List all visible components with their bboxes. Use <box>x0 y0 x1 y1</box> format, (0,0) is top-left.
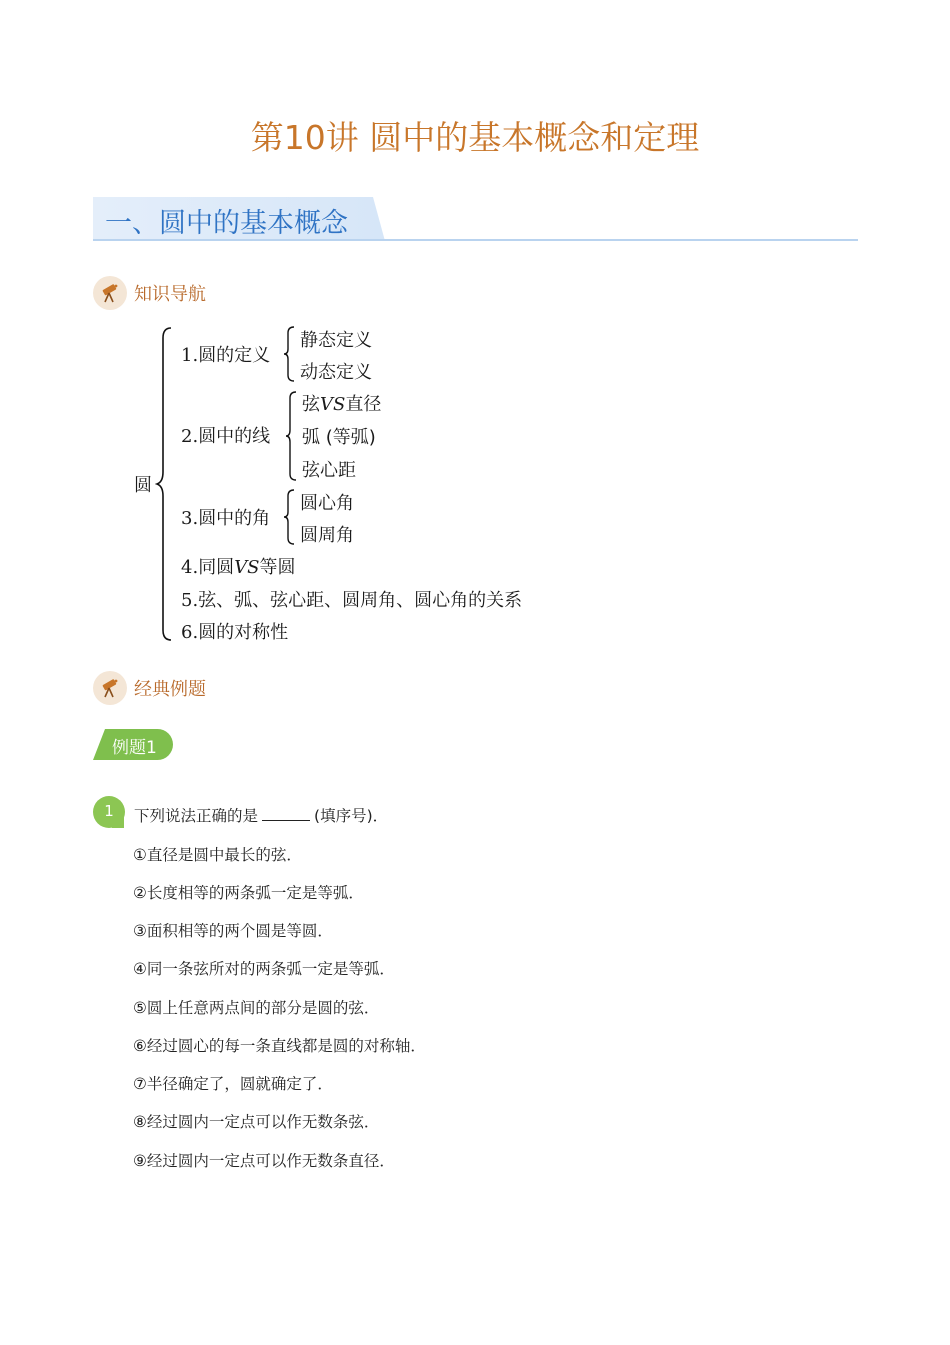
item-number: 6. <box>181 622 199 643</box>
tree-leaf: 圆周角 <box>300 525 354 546</box>
question-number: 1 <box>104 802 114 820</box>
example-tab <box>93 729 173 760</box>
tree-item-1 <box>181 341 270 367</box>
examples-heading-label: 经典例题 <box>134 679 206 700</box>
tree-root: 圆 <box>134 475 152 496</box>
section-title: 一、圆中的基本概念 <box>105 208 348 239</box>
tree-leaf: 弦心距 <box>302 460 356 481</box>
leaf-text: 直径 <box>345 394 382 415</box>
tree-leaf: 动态定义 <box>300 362 372 383</box>
tree-item-3 <box>181 504 270 530</box>
option-item: ①直径是圆中最长的弦． <box>133 846 302 864</box>
option-item: ⑥经过圆心的每一条直线都是圆的对称轴． <box>133 1037 426 1055</box>
telescope-icon <box>93 276 127 310</box>
tree-item-2 <box>181 422 270 448</box>
item-2-brace <box>284 390 298 482</box>
stem-text: 下列说法正确的是 <box>134 807 259 825</box>
item-label: 圆中的线 <box>198 426 271 447</box>
option-item: ④同一条弦所对的两条弧一定是等弧． <box>133 960 395 978</box>
option-item: ⑦半径确定了，圆就确定了． <box>133 1075 333 1093</box>
tree-leaf <box>302 390 381 416</box>
item-label: 圆中的角 <box>198 508 271 529</box>
question-number-badge <box>93 796 125 828</box>
item-label: 同圆 <box>198 557 235 578</box>
option-item: ②长度相等的两条弧一定是等弧． <box>133 884 364 902</box>
tab-notch <box>93 729 105 760</box>
vs-math: VS <box>234 557 260 578</box>
section-header <box>93 197 858 243</box>
item-label: 等圆 <box>259 557 296 578</box>
stem-text: (填序号)． <box>314 807 389 825</box>
item-1-brace <box>282 325 296 383</box>
telescope-icon <box>93 671 127 705</box>
option-item: ⑨经过圆内一定点可以作无数条直径． <box>133 1152 395 1170</box>
item-label: 圆的定义 <box>198 345 271 366</box>
item-number: 3. <box>181 508 199 529</box>
root-brace <box>155 326 175 642</box>
tree-leaf: 静态定义 <box>300 330 372 351</box>
option-item: ③面积相等的两个圆是等圆． <box>133 922 333 940</box>
vs-math: VS <box>320 394 346 415</box>
item-number: 4. <box>181 557 199 578</box>
item-3-brace <box>282 488 296 546</box>
item-number: 5. <box>181 590 199 611</box>
tree-item-6 <box>181 618 288 644</box>
option-item: ⑧经过圆内一定点可以作无数条弦． <box>133 1113 380 1131</box>
item-number: 1. <box>181 345 199 366</box>
option-item: ⑤圆上任意两点间的部分是圆的弦． <box>133 999 380 1017</box>
page-title: 第10讲 圆中的基本概念和定理 <box>250 118 700 157</box>
leaf-text: 弦 <box>302 394 320 415</box>
item-label: 弦、弧、弦心距、圆周角、圆心角的关系 <box>198 590 523 611</box>
nav-heading-label: 知识导航 <box>134 284 206 305</box>
tree-leaf: 弧 (等弧) <box>302 427 376 448</box>
tree-item-5 <box>181 586 522 612</box>
item-number: 2. <box>181 426 199 447</box>
question-stem <box>134 804 388 826</box>
example-tab-label: 例题1 <box>112 738 157 758</box>
tree-leaf: 圆心角 <box>300 493 354 514</box>
answer-blank <box>262 808 310 821</box>
item-label: 圆的对称性 <box>198 622 289 643</box>
tree-item-4 <box>181 553 296 579</box>
